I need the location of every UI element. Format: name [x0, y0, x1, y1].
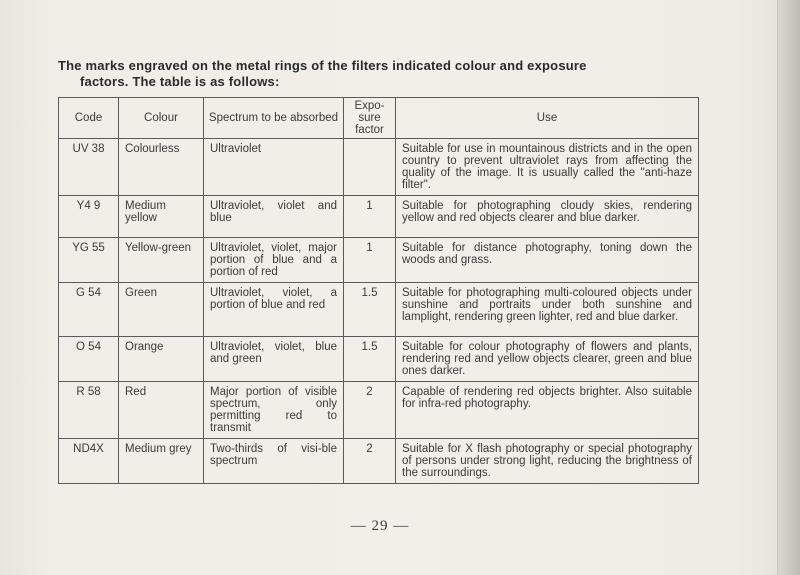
page-number: — 29 —	[350, 518, 410, 534]
header-code: Code	[59, 98, 119, 139]
cell-colour: Yellow-green	[119, 238, 204, 283]
cell-colour: Medium grey	[119, 439, 204, 484]
cell-factor: 1	[344, 238, 396, 283]
cell-spectrum: Two-thirds of visi-ble spectrum	[204, 439, 344, 484]
cell-use: Suitable for use in mountainous districts and in the open country to prevent ultraviolet rays from affecting the quality of the image. It is usually called the "anti-haze filter".	[396, 139, 699, 196]
cell-code: O 54	[59, 337, 119, 382]
table-row	[59, 337, 699, 382]
cell-colour: Medium yellow	[119, 196, 204, 238]
cell-use: Suitable for distance photography, toning down the woods and grass.	[396, 238, 699, 283]
cell-spectrum: Ultraviolet, violet, a portion of blue and red	[204, 283, 344, 337]
cell-code: R 58	[59, 382, 119, 439]
table-row	[59, 283, 699, 337]
cell-factor: 1	[344, 196, 396, 238]
heading-line-2: factors. The table is as follows:	[80, 74, 280, 89]
cell-use: Suitable for photographing cloudy skies, rendering yellow and red objects clearer and blue darker.	[396, 196, 699, 238]
cell-spectrum: Ultraviolet, violet, blue and green	[204, 337, 344, 382]
cell-code: ND4X	[59, 439, 119, 484]
header-exposure-factor: Expo- sure factor	[344, 98, 396, 139]
cell-spectrum: Ultraviolet, violet and blue	[204, 196, 344, 238]
cell-factor	[344, 139, 396, 196]
table-header-row	[59, 98, 699, 139]
header-use: Use	[396, 98, 699, 139]
cell-colour: Colourless	[119, 139, 204, 196]
table-row	[59, 382, 699, 439]
cell-use: Capable of rendering red objects brighter. Also suitable for infra-red photography.	[396, 382, 699, 439]
cell-spectrum: Ultraviolet	[204, 139, 344, 196]
filter-table	[58, 97, 699, 484]
cell-use: Suitable for photographing multi-coloured objects under sunshine and portraits under both sunshine and lamplight, rendering green lighter, red and blue darker.	[396, 283, 699, 337]
header-colour: Colour	[119, 98, 204, 139]
table-row	[59, 439, 699, 484]
cell-colour: Red	[119, 382, 204, 439]
cell-use: Suitable for colour photography of flowers and plants, rendering red and yellow objects clearer, green and blue ones darker.	[396, 337, 699, 382]
cell-code: Y4 9	[59, 196, 119, 238]
cell-code: YG 55	[59, 238, 119, 283]
page-heading	[58, 58, 698, 90]
cell-spectrum: Major portion of visible spectrum, only permitting red to transmit	[204, 382, 344, 439]
table-row	[59, 139, 699, 196]
book-spine-edge	[777, 0, 800, 575]
cell-factor: 1.5	[344, 337, 396, 382]
cell-spectrum: Ultraviolet, violet, major portion of blue and a portion of red	[204, 238, 344, 283]
header-spectrum: Spectrum to be absorbed	[204, 98, 344, 139]
cell-factor: 2	[344, 439, 396, 484]
table-row	[59, 238, 699, 283]
cell-factor: 2	[344, 382, 396, 439]
cell-colour: Green	[119, 283, 204, 337]
cell-colour: Orange	[119, 337, 204, 382]
cell-code: UV 38	[59, 139, 119, 196]
heading-line-1: The marks engraved on the metal rings of the filters indicated colour and exposure	[58, 58, 587, 73]
cell-factor: 1.5	[344, 283, 396, 337]
cell-use: Suitable for X flash photography or special photography of persons under strong light, reducing the brightness of the surroundings.	[396, 439, 699, 484]
cell-code: G 54	[59, 283, 119, 337]
table-row	[59, 196, 699, 238]
